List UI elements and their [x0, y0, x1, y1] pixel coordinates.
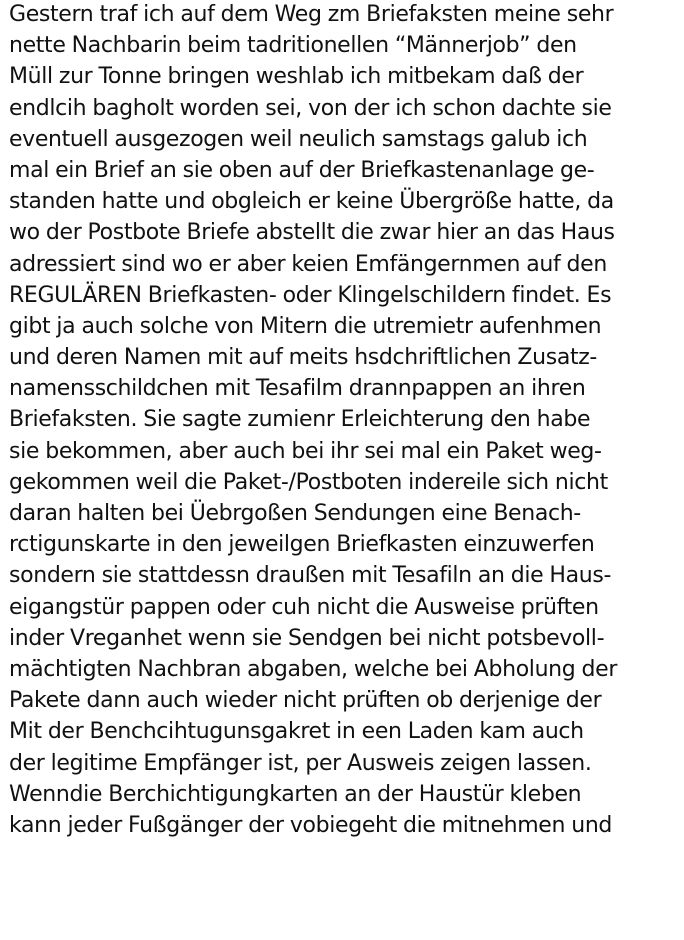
text-line: Pakete dann auch wieder nicht prüften ob derjenige der: [9, 688, 602, 714]
text-line: Gestern traf ich auf dem Weg zm Briefaksten meine sehr: [9, 2, 614, 27]
text-line: gekommen weil die Paket-/Postboten indereile sich nicht: [9, 469, 608, 495]
text-line: und deren Namen mit auf meits hsdchriftlichen Zusatz-: [9, 345, 598, 371]
text-line: daran halten bei Üebrgoßen Sendungen eine Benach-: [9, 501, 581, 526]
text-line: nette Nachbarin beim tadritionellen “Männerjob” den: [9, 33, 577, 59]
text-line: Briefaksten. Sie sagte zumienr Erleichterung den habe: [9, 407, 591, 433]
text-line: inder Vreganhet wenn sie Sendgen bei nicht potsbevoll-: [9, 625, 605, 651]
text-line: Wenndie Berchichtigungkarten an der Haustür kleben: [9, 781, 582, 807]
text-line: namensschildchen mit Tesafilm drannpappen an ihren: [9, 376, 586, 402]
text-line: mal ein Brief an sie oben auf der Briefkastenanlage ge-: [9, 157, 595, 183]
text-line: adressiert sind wo er aber keien Emfängernmen auf den: [9, 251, 607, 277]
text-line: eigangstür pappen oder cuh nicht die Ausweise prüften: [9, 594, 599, 620]
text-line: Mit der Benchcihtugunsgakret in een Laden kam auch: [9, 719, 584, 745]
text-line: kann jeder Fußgänger der vobiegeht die mitnehmen und: [9, 812, 613, 838]
text-line: mächtigten Nachbran abgaben, welche bei Abholung der: [9, 656, 618, 682]
text-line: gibt ja auch solche von Mitern die utremietr aufenhmen: [9, 313, 602, 339]
text-line: standen hatte und obgleich er keine Übergröße hatte, da: [9, 189, 614, 215]
text-line: wo der Postbote Briefe abstellt die zwar hier an das Haus: [9, 220, 615, 246]
text-line: rctigunskarte in den jeweilgen Briefkasten einzuwerfen: [9, 532, 595, 558]
text-line: der legitime Empfänger ist, per Ausweis zeigen lassen.: [9, 750, 592, 776]
text-line: eventuell ausgezogen weil neulich samstags galub ich: [9, 126, 588, 152]
text-line: endlcih bagholt worden sei, von der ich schon dachte sie: [9, 95, 612, 121]
text-line: Müll zur Tonne bringen weshlab ich mitbekam daß der: [9, 64, 584, 90]
text-line: sie bekommen, aber auch bei ihr sei mal ein Paket weg-: [9, 438, 602, 464]
text-line: sondern sie stattdessn draußen mit Tesafiln an die Haus-: [9, 563, 612, 589]
text-line: REGULÄREN Briefkasten- oder Klingelschildern findet. Es: [9, 282, 612, 308]
body-text: [9, 0, 679, 841]
